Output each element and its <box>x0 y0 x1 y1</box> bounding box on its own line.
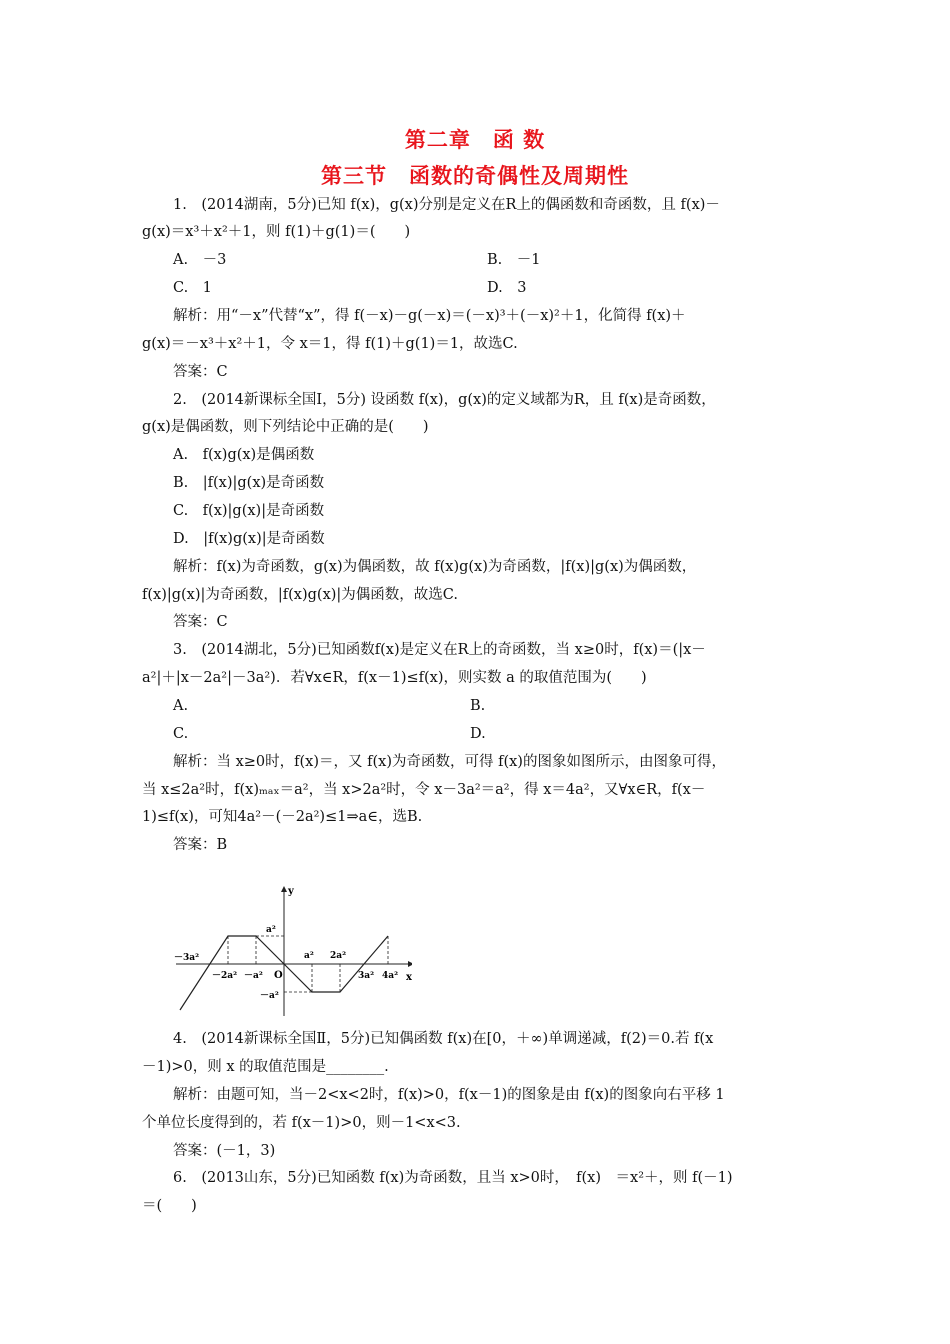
problem3-solution-line2: 当 x≤2a²时，f(x)ₘₐₓ＝a²，当 x>2a²时，令 x－3a²＝a²，得 x＝4a²，又∀x∈R，f(x－ <box>142 782 706 798</box>
problem3-solution-line1: 解析：当 x≥0时，f(x)＝，又 f(x)为奇函数，可得 f(x)的图象如图所示，由图象可得， <box>173 754 726 770</box>
problem4-stem-line2: －1)>0，则 x 的取值范围是________. <box>142 1059 389 1075</box>
problem3-option-c: C. <box>173 726 189 742</box>
problem2-solution-line2: f(x)|g(x)|为奇函数，|f(x)g(x)|为偶函数，故选C. <box>142 587 458 603</box>
problem1-solution-line1: 解析：用“－x”代替“x”，得 f(－x)－g(－x)＝(－x)³＋(－x)²＋1，化简得 f(x)＋ <box>173 308 686 324</box>
problem3-option-d: D. <box>470 726 486 742</box>
problem2-answer: 答案：C <box>173 614 228 630</box>
problem1-answer: 答案：C <box>173 364 228 380</box>
label-a2-top: a² <box>266 925 276 935</box>
label-4a2: 4a² <box>382 971 399 981</box>
problem2-stem-line2: g(x)是偶函数，则下列结论中正确的是( ) <box>142 419 429 435</box>
label-2a2: 2a² <box>330 951 347 961</box>
problem2-option-c: C. f(x)|g(x)|是奇函数 <box>173 503 325 519</box>
y-axis-label: y <box>288 886 294 897</box>
problem6-stem-line1: 6. (2013山东，5分)已知函数 f(x)为奇函数，且当 x>0时， f(x) ＝x²＋，则 f(－1) <box>173 1170 733 1186</box>
problem4-stem-line1: 4. (2014新课标全国Ⅱ，5分)已知偶函数 f(x)在[0，＋∞)单调递减，f(2)＝0.若 f(x <box>173 1031 714 1047</box>
problem1-option-c: C. 1 <box>173 280 212 296</box>
label-3a2: 3a² <box>358 971 375 981</box>
label-neg-a2-y: －a² <box>260 991 279 1001</box>
problem1-option-b: B. －1 <box>487 252 541 268</box>
problem2-solution-line1: 解析：f(x)为奇函数，g(x)为偶函数，故 f(x)g(x)为奇函数，|f(x)|g(x)为偶函数， <box>173 559 697 575</box>
x-axis-arrow <box>408 961 412 967</box>
problem3-stem-line2: a²|＋|x－2a²|－3a²)．若∀x∈R，f(x－1)≤f(x)，则实数 a 的取值范围为( ) <box>142 670 647 686</box>
origin-label: O <box>274 970 283 981</box>
chapter-title: 第二章 函 数 <box>404 128 546 152</box>
section-title: 第三节 函数的奇偶性及周期性 <box>321 164 629 188</box>
problem6-stem-line2: ＝( ) <box>142 1198 197 1214</box>
problem1-option-d: D. 3 <box>487 280 527 296</box>
label-a2: a² <box>304 951 314 961</box>
y-axis-arrow <box>281 886 287 892</box>
problem2-stem-line1: 2. (2014新课标全国Ⅰ，5分) 设函数 f(x)，g(x)的定义域都为R，且 f(x)是奇函数， <box>173 392 716 408</box>
label-neg2a2: －2a² <box>212 971 238 981</box>
problem1-option-a: A. －3 <box>173 252 227 268</box>
problem2-option-a: A. f(x)g(x)是偶函数 <box>173 447 315 463</box>
problem3-answer: 答案：B <box>173 837 228 853</box>
problem3-solution-line3: 1)≤f(x)，可知4a²－(－2a²)≤1⇒a∈，选B. <box>142 809 423 825</box>
problem2-option-b: B. |f(x)|g(x)是奇函数 <box>173 475 325 491</box>
label-neg3a2: －3a² <box>174 953 200 963</box>
problem3-option-b: B. <box>470 698 486 714</box>
label-nega2: －a² <box>244 971 263 981</box>
problem3-stem-line1: 3. (2014湖北，5分)已知函数f(x)是定义在R上的奇函数，当 x≥0时，f(x)＝(|x－ <box>173 642 706 658</box>
problem4-solution-line1: 解析：由题可知，当－2<x<2时，f(x)>0，f(x－1)的图象是由 f(x)的图象向右平移 1 <box>173 1087 725 1103</box>
problem1-stem-line1: 1. (2014湖南，5分)已知 f(x)，g(x)分别是定义在R上的偶函数和奇函数，且 f(x)－ <box>173 197 720 213</box>
problem2-option-d: D. |f(x)g(x)|是奇函数 <box>173 531 325 547</box>
problem4-solution-line2: 个单位长度得到的，若 f(x－1)>0，则－1<x<3. <box>142 1115 461 1131</box>
x-axis-label: x <box>406 972 412 983</box>
problem1-stem-line2: g(x)＝x³＋x²＋1，则 f(1)＋g(1)＝( ) <box>142 224 411 240</box>
problem3-option-a: A. <box>173 698 189 714</box>
problem1-solution-line2: g(x)＝－x³＋x²＋1，令 x＝1，得 f(1)＋g(1)＝1，故选C. <box>142 336 518 352</box>
function-graph-figure <box>172 880 412 1020</box>
problem4-answer: 答案：(－1，3) <box>173 1143 276 1159</box>
